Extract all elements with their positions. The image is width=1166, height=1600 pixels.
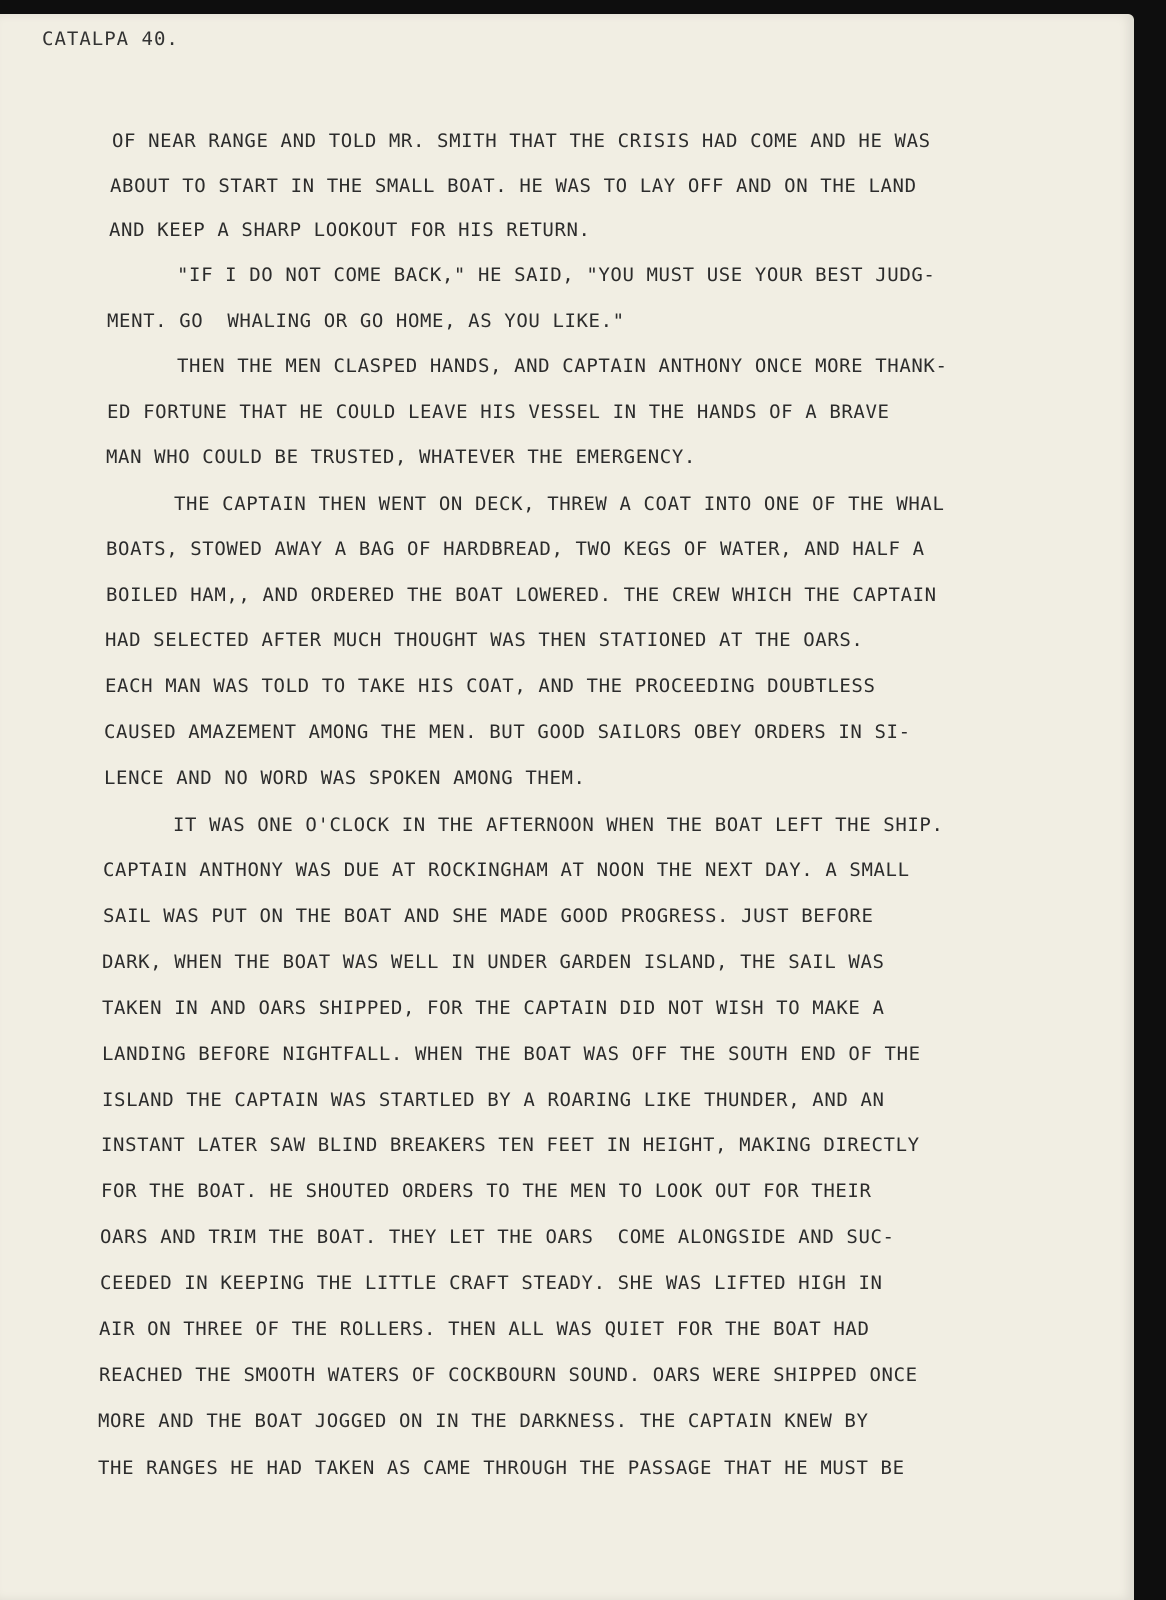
text-line: MORE AND THE BOAT JOGGED ON IN THE DARKNESS. THE CAPTAIN KNEW BY: [98, 1410, 869, 1432]
text-line: IT WAS ONE O'CLOCK IN THE AFTERNOON WHEN THE BOAT LEFT THE SHIP.: [173, 814, 944, 836]
text-line: BOATS, STOWED AWAY A BAG OF HARDBREAD, TWO KEGS OF WATER, AND HALF A: [106, 538, 925, 560]
text-line: TAKEN IN AND OARS SHIPPED, FOR THE CAPTAIN DID NOT WISH TO MAKE A: [102, 997, 885, 1019]
text-line: MENT. GO WHALING OR GO HOME, AS YOU LIKE.": [107, 310, 625, 332]
text-line: BOILED HAM,, AND ORDERED THE BOAT LOWERED. THE CREW WHICH THE CAPTAIN: [106, 584, 937, 606]
text-line: THE RANGES HE HAD TAKEN AS CAME THROUGH THE PASSAGE THAT HE MUST BE: [98, 1457, 905, 1479]
typewritten-page: [0, 14, 1134, 1600]
text-line: AIR ON THREE OF THE ROLLERS. THEN ALL WAS QUIET FOR THE BOAT HAD: [99, 1318, 870, 1340]
text-line: THE CAPTAIN THEN WENT ON DECK, THREW A COAT INTO ONE OF THE WHAL: [174, 493, 945, 515]
text-line: DARK, WHEN THE BOAT WAS WELL IN UNDER GARDEN ISLAND, THE SAIL WAS: [102, 951, 885, 973]
text-line: CAUSED AMAZEMENT AMONG THE MEN. BUT GOOD SAILORS OBEY ORDERS IN SI-: [104, 721, 911, 743]
text-line: OARS AND TRIM THE BOAT. THEY LET THE OARS COME ALONGSIDE AND SUC-: [100, 1226, 895, 1248]
scan-background-edge: [1134, 14, 1166, 1600]
text-line: "IF I DO NOT COME BACK," HE SAID, "YOU MUST USE YOUR BEST JUDG-: [177, 264, 936, 286]
text-line: INSTANT LATER SAW BLIND BREAKERS TEN FEET IN HEIGHT, MAKING DIRECTLY: [101, 1134, 920, 1156]
text-line: THEN THE MEN CLASPED HANDS, AND CAPTAIN ANTHONY ONCE MORE THANK-: [177, 355, 948, 377]
text-line: LANDING BEFORE NIGHTFALL. WHEN THE BOAT WAS OFF THE SOUTH END OF THE: [102, 1043, 921, 1065]
text-line: CEEDED IN KEEPING THE LITTLE CRAFT STEADY. SHE WAS LIFTED HIGH IN: [100, 1272, 883, 1294]
text-line: FOR THE BOAT. HE SHOUTED ORDERS TO THE MEN TO LOOK OUT FOR THEIR: [101, 1180, 872, 1202]
text-line: EACH MAN WAS TOLD TO TAKE HIS COAT, AND THE PROCEEDING DOUBTLESS: [105, 675, 876, 697]
text-line: AND KEEP A SHARP LOOKOUT FOR HIS RETURN.: [109, 219, 591, 241]
text-line: REACHED THE SMOOTH WATERS OF COCKBOURN SOUND. OARS WERE SHIPPED ONCE: [99, 1364, 918, 1386]
text-line: ED FORTUNE THAT HE COULD LEAVE HIS VESSEL IN THE HANDS OF A BRAVE: [107, 401, 890, 423]
text-line: HAD SELECTED AFTER MUCH THOUGHT WAS THEN STATIONED AT THE OARS.: [105, 629, 864, 651]
text-line: ISLAND THE CAPTAIN WAS STARTLED BY A ROARING LIKE THUNDER, AND AN: [102, 1089, 885, 1111]
text-line: OF NEAR RANGE AND TOLD MR. SMITH THAT THE CRISIS HAD COME AND HE WAS: [112, 130, 931, 152]
text-line: MAN WHO COULD BE TRUSTED, WHATEVER THE EMERGENCY.: [106, 446, 696, 468]
text-line: CAPTAIN ANTHONY WAS DUE AT ROCKINGHAM AT NOON THE NEXT DAY. A SMALL: [103, 859, 910, 881]
text-line: LENCE AND NO WORD WAS SPOKEN AMONG THEM.: [104, 767, 586, 789]
text-line: SAIL WAS PUT ON THE BOAT AND SHE MADE GOOD PROGRESS. JUST BEFORE: [103, 905, 874, 927]
page-header: CATALPA 40.: [42, 28, 179, 50]
text-line: ABOUT TO START IN THE SMALL BOAT. HE WAS TO LAY OFF AND ON THE LAND: [110, 175, 917, 197]
